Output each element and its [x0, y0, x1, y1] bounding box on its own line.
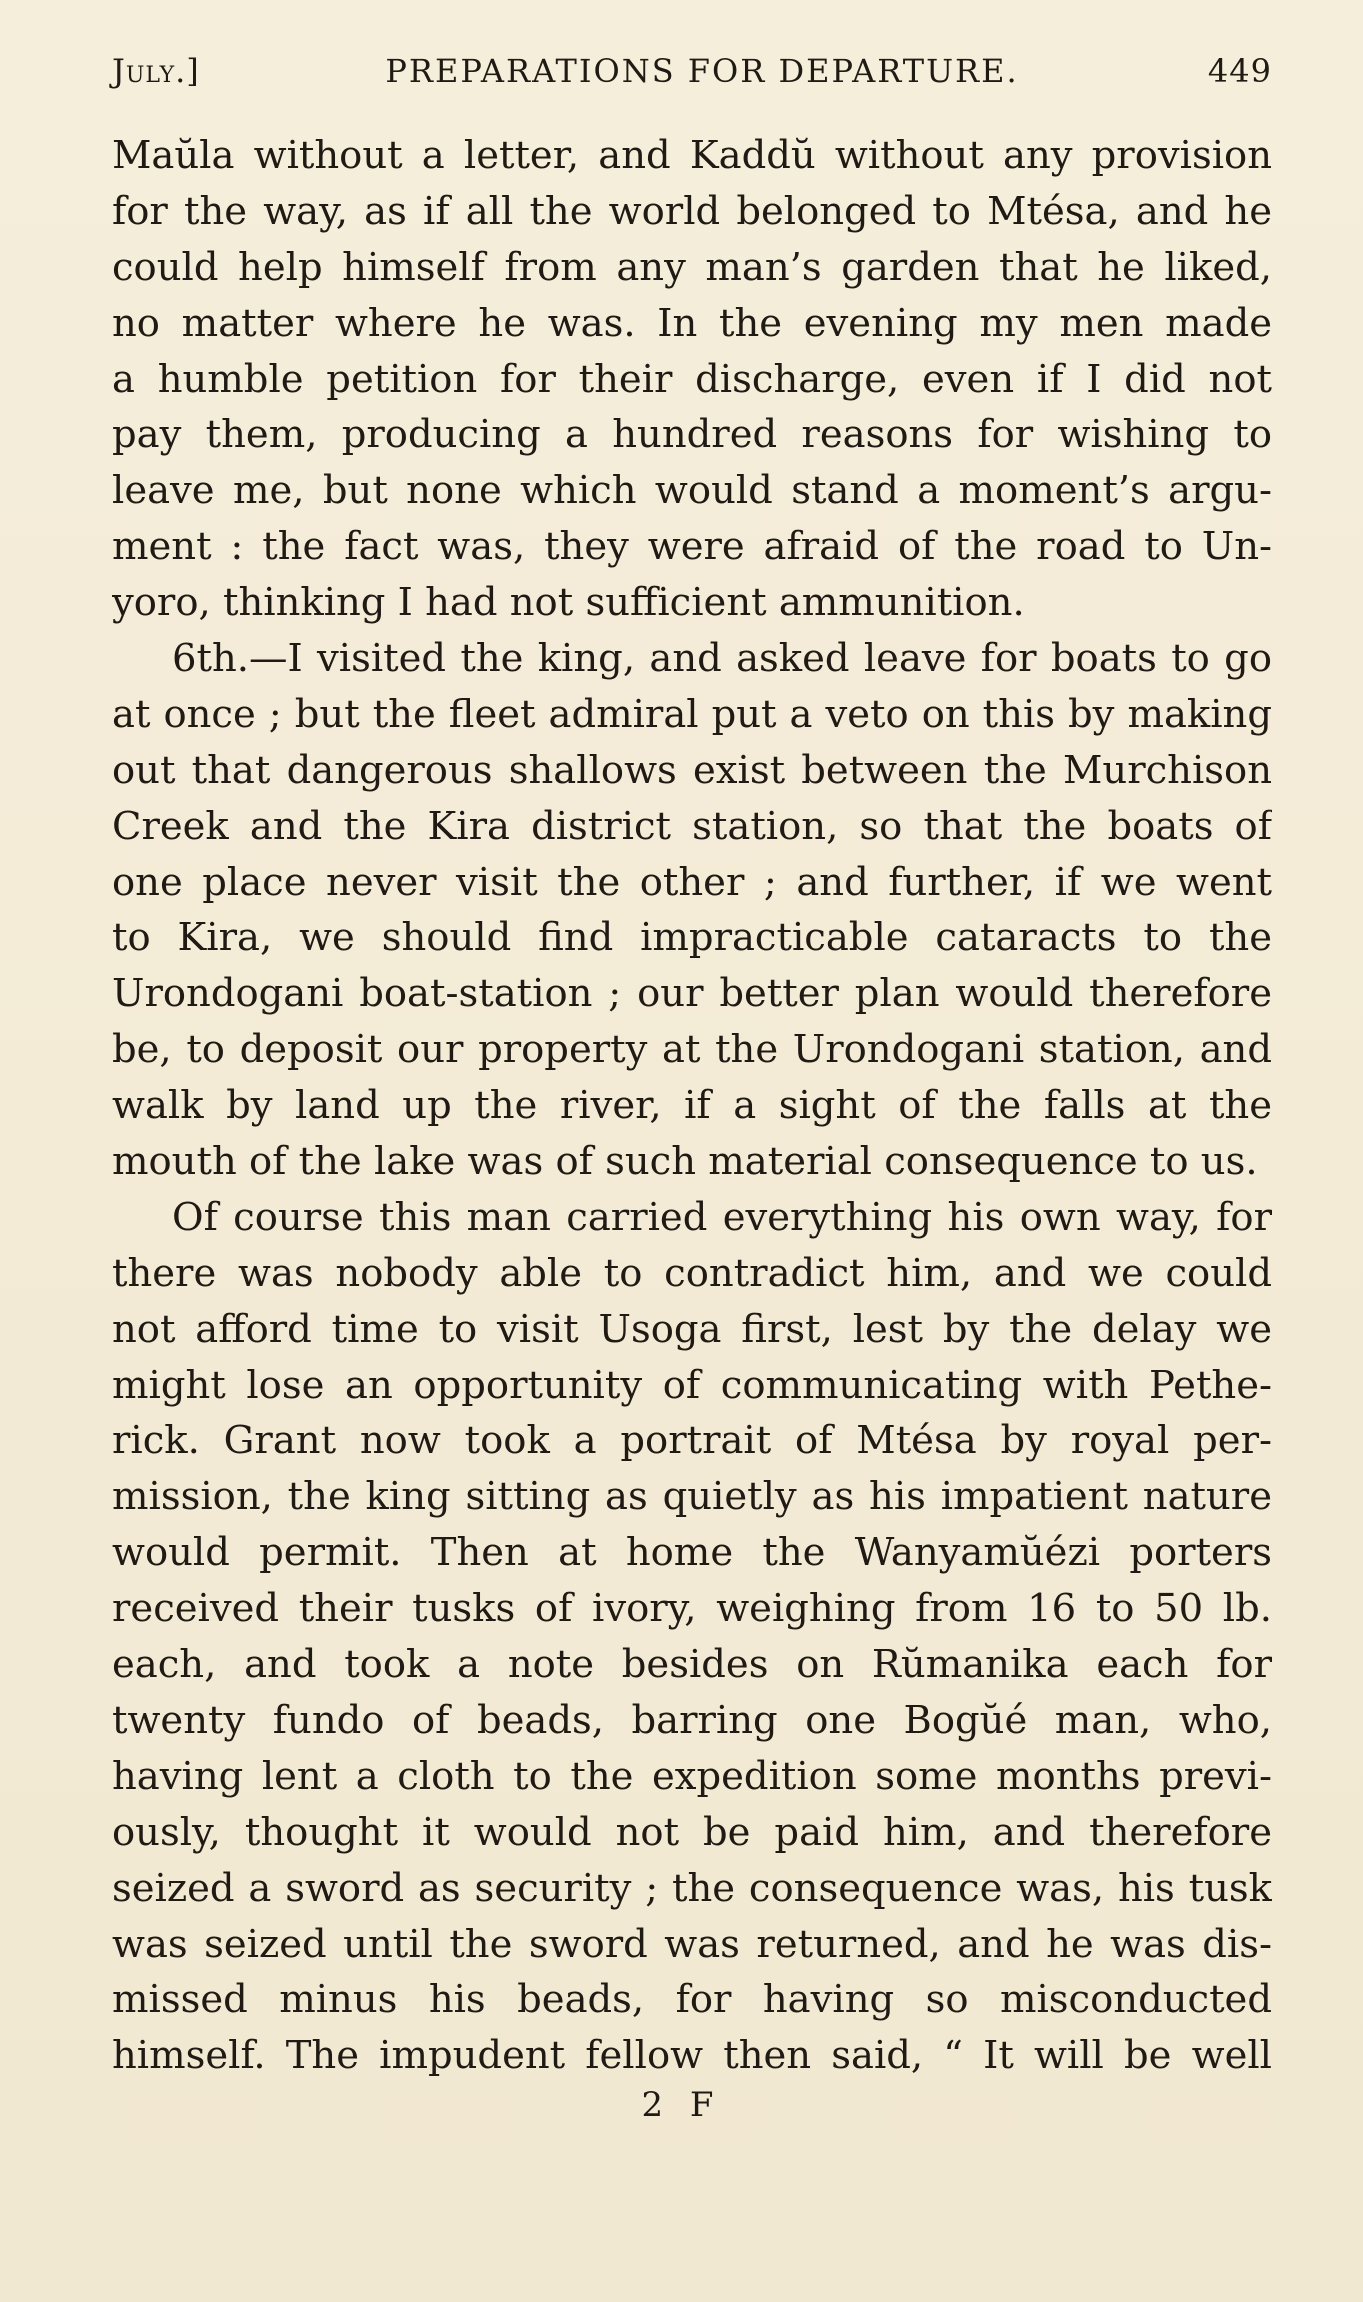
text-line: Of course this man carried everything his own way, for [172, 1194, 1272, 1240]
text-line: no matter where he was. In the evening my men made [112, 300, 1272, 346]
text-line: at once ; but the fleet admiral put a veto on this by making [112, 691, 1272, 737]
text-line: might lose an opportunity of communicating with Pethe- [112, 1362, 1272, 1408]
text-line: having lent a cloth to the expedition some months previ- [112, 1753, 1272, 1799]
text-line: a humble petition for their discharge, even if I did not [112, 356, 1272, 402]
text-line: mouth of the lake was of such material consequence to us. [112, 1139, 1258, 1185]
page-number: 449 [1207, 52, 1272, 90]
text-line: pay them, producing a hundred reasons for wishing to [112, 412, 1272, 458]
running-head [112, 52, 1272, 102]
text-line: 6th.—I visited the king, and asked leave for boats to go [172, 636, 1272, 682]
text-line: Creek and the Kira district station, so that the boats of [112, 803, 1272, 849]
text-line: would permit. Then at home the Wanyamŭézi porters [112, 1530, 1272, 1576]
text-line: was seized until the sword was returned, and he was dis- [112, 1921, 1272, 1967]
text-line: for the way, as if all the world belonged to Mtésa, and he [112, 188, 1272, 234]
text-line: mission, the king sitting as quietly as his impatient nature [112, 1474, 1272, 1520]
text-line: there was nobody able to contradict him, and we could [112, 1250, 1272, 1296]
text-line: each, and took a note besides on Rŭmanika each for [112, 1642, 1272, 1688]
text-line: to Kira, we should find impracticable cataracts to the [112, 915, 1272, 961]
text-line: himself. The impudent fellow then said, “ It will be well [112, 2033, 1272, 2079]
text-line: missed minus his beads, for having so misconducted [112, 1977, 1272, 2023]
body-text [112, 128, 1272, 2084]
text-line: ously, thought it would not be paid him, and therefore [112, 1809, 1272, 1855]
running-head-month: July.] [112, 52, 200, 90]
text-line: rick. Grant now took a portrait of Mtésa by royal per- [112, 1418, 1272, 1464]
text-line: leave me, but none which would stand a moment’s argu- [112, 468, 1272, 514]
text-line: walk by land up the river, if a sight of the falls at the [112, 1083, 1272, 1129]
signature-mark: 2 F [641, 2085, 722, 2125]
text-line: Urondogani boat-station ; our better plan would therefore [112, 971, 1272, 1017]
text-line: twenty fundo of beads, barring one Bogŭé man, who, [112, 1697, 1272, 1743]
text-line: yoro, thinking I had not sufficient ammunition. [112, 580, 1025, 626]
text-line: not afford time to visit Usoga first, lest by the delay we [112, 1306, 1272, 1352]
text-line: be, to deposit our property at the Urondogani station, and [112, 1027, 1272, 1073]
text-line: one place never visit the other ; and further, if we went [112, 859, 1272, 905]
text-line: could help himself from any man’s garden that he liked, [112, 244, 1272, 290]
text-line: ment : the fact was, they were afraid of the road to Un- [112, 524, 1272, 570]
text-line: seized a sword as security ; the consequence was, his tusk [112, 1865, 1272, 1911]
running-head-title: PREPARATIONS FOR DEPARTURE. [385, 52, 1019, 90]
text-line: Maŭla without a letter, and Kaddŭ without any provision [112, 133, 1272, 178]
text-line: out that dangerous shallows exist between the Murchison [112, 747, 1272, 793]
text-line: received their tusks of ivory, weighing from 16 to 50 lb. [112, 1586, 1272, 1632]
